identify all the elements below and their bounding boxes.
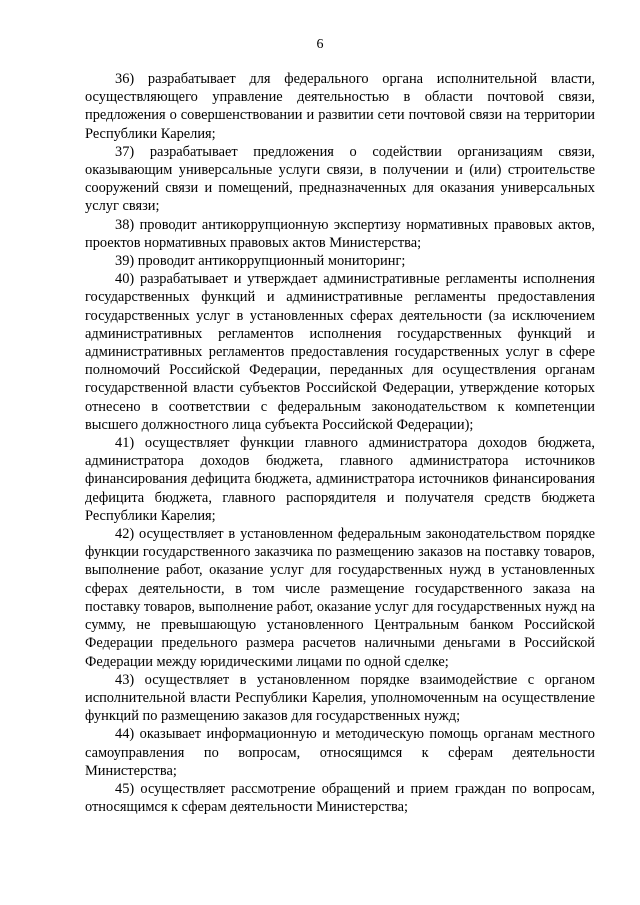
- paragraph-40: 40) разрабатывает и утверждает административные регламенты исполнения государственных функций и административные регламенты предоставления государственных услуг в установленных сферах деятельности (за исключением административных регламентов исполнения государственных функций и административных регламентов предоставления государственных услуг в сфере полномочий Российской Федерации, переданных для осуществления органам государственной власти субъектов Российской Федерации, утверждение которых отнесено в соответствии с федеральным законодательством к компетенции высшего должностного лица субъекта Российской Федерации);: [85, 271, 595, 433]
- page-number: 6: [316, 37, 324, 52]
- paragraph-43: 43) осуществляет в установленном порядке взаимодействие с органом исполнительной власти Республики Карелия, уполномоченным на осуществление функций по размещению заказов для государственных нужд;: [85, 671, 595, 725]
- paragraph-36: 36) разрабатывает для федерального органа исполнительной власти, осуществляющего управление деятельностью в области почтовой связи, предложения о совершенствовании и развитии сети почтовой связи на территории Республики Карелия;: [85, 71, 595, 142]
- document-body: [85, 70, 595, 816]
- paragraph-39: 39) проводит антикоррупционный мониторинг;: [115, 253, 406, 270]
- paragraph-37: 37) разрабатывает предложения о содействии организациям связи, оказывающим универсальные услуги связи, в получении и (или) строительстве сооружений связи и помещений, предназначенных для оказания универсальных услуг связи;: [85, 143, 595, 215]
- paragraph-42: 42) осуществляет в установленном федеральным законодательством порядке функции государственного заказчика по размещению заказов на поставку товаров, выполнение работ, оказание услуг для государственных нужд в установленных сферах деятельности, в том числе размещение государственного заказа на поставку товаров, выполнение работ, оказание услуг для государственных нужд на сумму, не превышающую установленного Центральным банком Российской Федерации предельного размера расчетов наличными деньгами в Российской Федерации между юридическими лицами по одной сделке;: [85, 526, 595, 670]
- paragraph-45: 45) осуществляет рассмотрение обращений и прием граждан по вопросам, относящимся к сферам деятельности Министерства;: [85, 780, 595, 816]
- paragraph-38: 38) проводит антикоррупционную экспертизу нормативных правовых актов, проектов нормативных правовых актов Министерства;: [85, 216, 595, 251]
- paragraph-44: 44) оказывает информационную и методическую помощь органам местного самоуправления по вопросам, относящимся к сферам деятельности Министерства;: [85, 726, 595, 779]
- paragraph-41: 41) осуществляет функции главного администратора доходов бюджета, администратора доходов бюджета, главного администратора источников финансирования дефицита бюджета, администратора источников финансирования дефицита бюджета, главного распорядителя и получателя средств бюджета Республики Карелия;: [85, 435, 595, 524]
